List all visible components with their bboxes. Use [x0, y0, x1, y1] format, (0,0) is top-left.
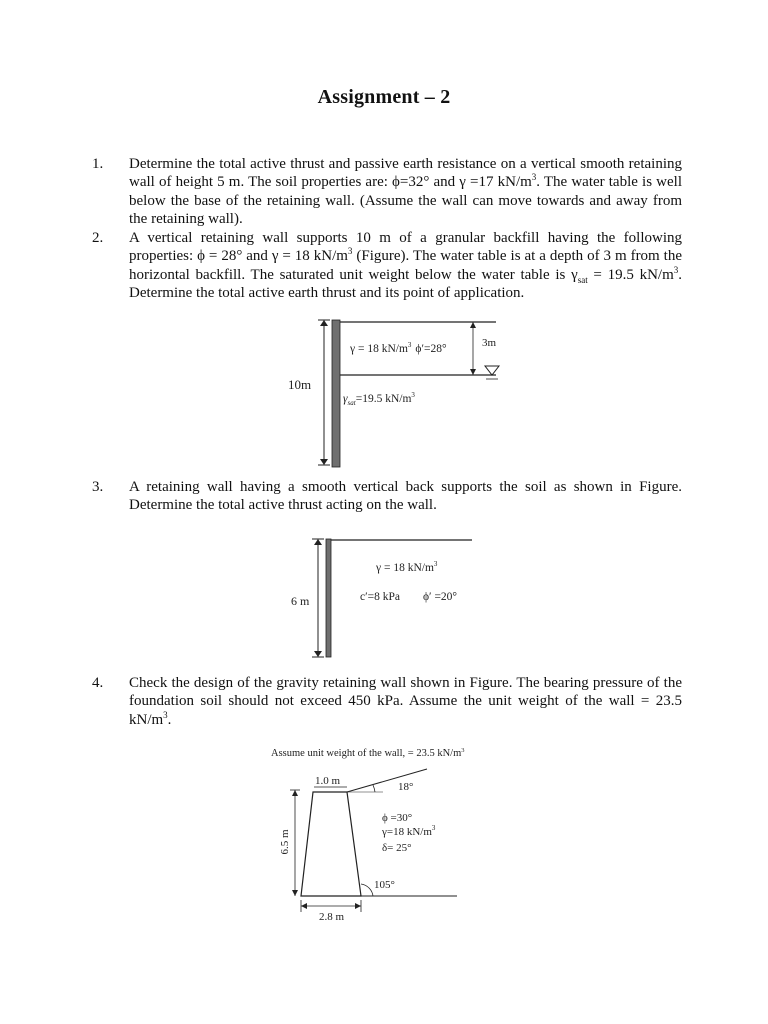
- page-title: Assignment – 2: [317, 86, 451, 108]
- gravity-wall: [301, 792, 361, 896]
- question-2: [92, 229, 682, 302]
- question-1: [92, 155, 682, 228]
- slope-angle-label: 18°: [398, 781, 414, 793]
- base-width-label: 2.8 m: [319, 911, 345, 923]
- friction-angle-label: ϕ′ =20°: [423, 591, 458, 603]
- figure-gravity-wall: [265, 742, 465, 932]
- figure-retaining-wall-10m: [270, 315, 510, 475]
- cohesion-label: c′=8 kPa: [360, 591, 400, 603]
- question-text: A vertical retaining wall supports 10 m of a granular backfill having the following properties: ϕ = 28° and γ = 18 $kN/m^3$ (Figure). The water table is at a depth of 3 m from the horizontal backfill. The saturated unit weight below the water table is $\gamma_{sat} = 19.5$ $kN/m^3$. Determine the total active earth thrust and its point of application.: [129, 230, 682, 301]
- question-text: Check the design of the gravity retaining wall shown in Figure. The bearing pressure of the foundation soil should not exceed 450 kPa. Assume the unit weight of the wall = 23.5 $kN/m^3$.: [129, 675, 682, 728]
- question-number: 1.: [92, 156, 104, 172]
- question-text: A retaining wall having a smooth vertical back supports the soil as shown in Figure. Determine the total active thrust acting on the wall.: [129, 479, 682, 514]
- unit-weight-label: γ = 18 $kN/m^3$: [376, 560, 438, 574]
- height-label: 10m: [288, 377, 312, 392]
- figure-retaining-wall-6m: [280, 535, 480, 665]
- top-width-label: 1.0 m: [315, 775, 341, 787]
- unit-weight-label: γ=18 $kN/m^3$: [382, 824, 436, 838]
- water-table-symbol: [485, 366, 499, 375]
- question-number: 2.: [92, 230, 104, 246]
- height-label: 6 m: [291, 594, 310, 608]
- wall-friction-label: δ= 25°: [382, 842, 412, 854]
- question-number: 3.: [92, 479, 104, 495]
- height-label: 6.5 m: [279, 829, 291, 855]
- question-text: Determine the total active thrust and passive earth resistance on a vertical smooth retaining wall of height 5 m. The soil properties are: ϕ=32° and γ =17 $kN/m^3$. The water table is well below the base of the retaining wall. (Assume the wall can move towards and away from the retaining wall).: [129, 156, 682, 227]
- heel-angle-label: 105°: [374, 879, 395, 891]
- lower-soil-properties: $\gamma_{sat}=19.5$ $kN/m^3$: [343, 391, 415, 407]
- friction-angle-label: ϕ =30°: [382, 812, 413, 824]
- question-number: 4.: [92, 675, 104, 691]
- retaining-wall: [332, 320, 340, 467]
- upper-soil-properties: γ = 18 $kN/m^3$ ϕ′=28°: [350, 341, 447, 355]
- question-4: [92, 674, 682, 729]
- figure-caption: Assume unit weight of the wall, = 23.5 $kN/m^3$: [271, 747, 465, 759]
- retaining-wall: [326, 539, 331, 657]
- water-depth-label: 3m: [482, 337, 497, 349]
- question-3: [92, 478, 682, 515]
